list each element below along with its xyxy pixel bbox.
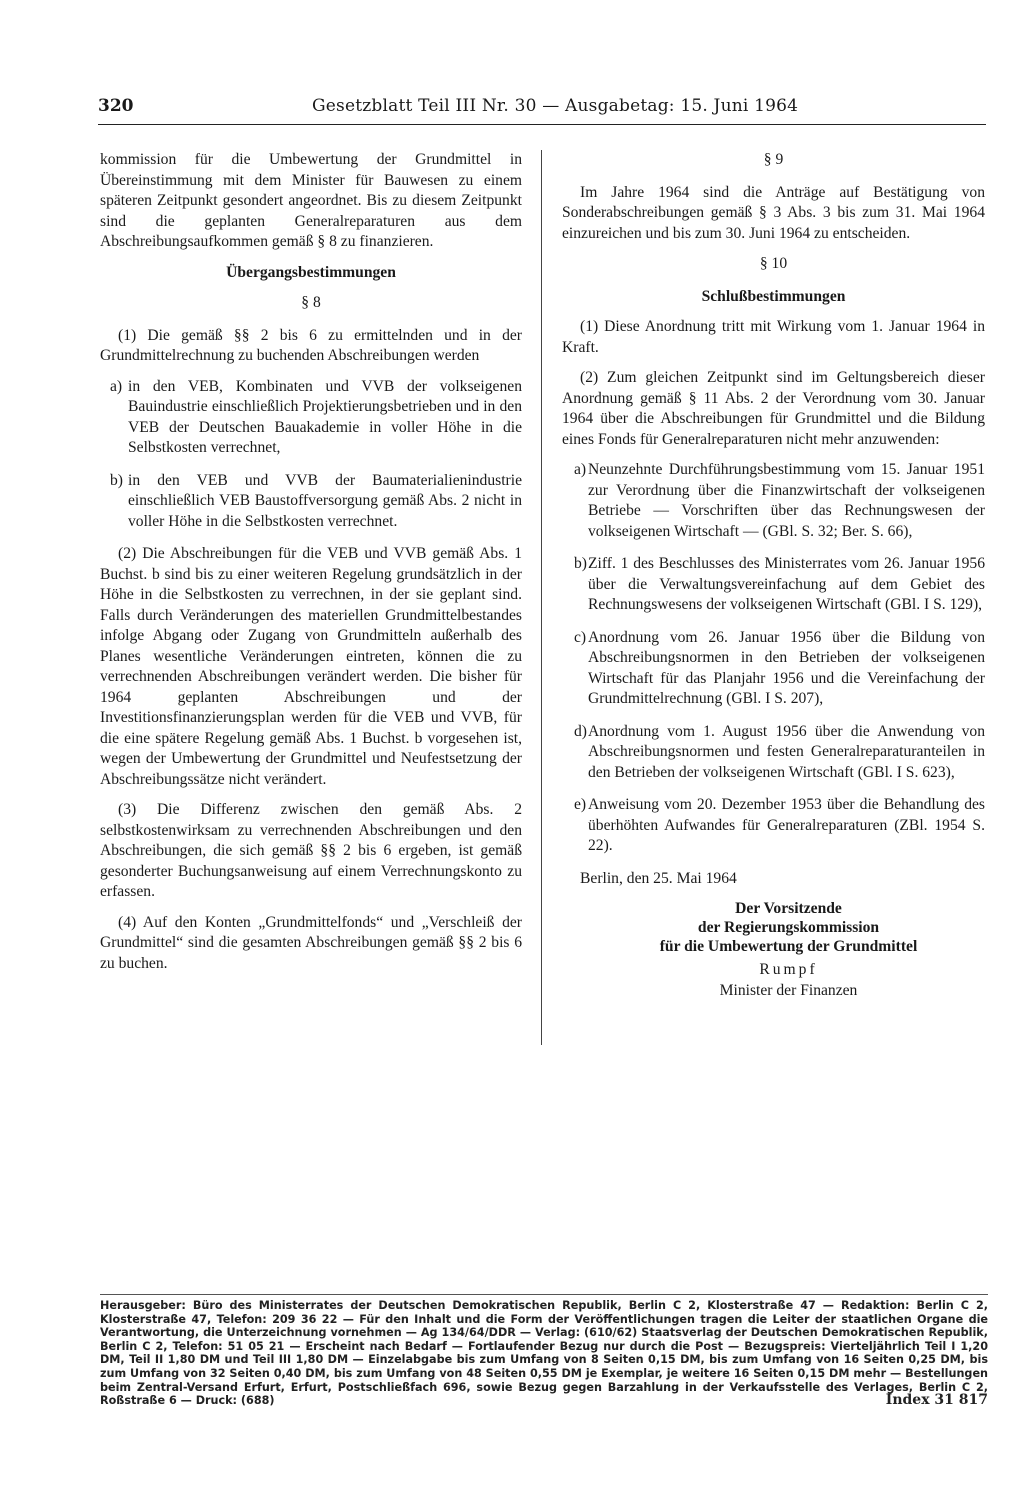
section-8-heading: § 8 xyxy=(301,294,321,311)
list-marker: a) xyxy=(110,377,123,395)
list-item xyxy=(562,628,985,710)
list-marker: b) xyxy=(110,471,123,489)
signatory-title-2: der Regierungskommission xyxy=(697,919,880,936)
list-marker: a) xyxy=(574,461,587,478)
date-place: Berlin, den 25. Mai 1964 xyxy=(580,869,737,887)
signatory-name: Rumpf xyxy=(759,961,818,978)
list-marker: c) xyxy=(574,628,587,646)
list-item-text: Anweisung vom 20. Dezember 1953 über die Behandlung des überhöhten Aufwandes für Generalreparaturen (ZBl. 1954 S. 22). xyxy=(588,796,985,854)
gazette-title: Gesetzblatt Teil III Nr. 30 — Ausgabetag: 15. Juni 1964 xyxy=(312,96,799,116)
signature-block xyxy=(592,899,985,956)
section-9-heading: § 9 xyxy=(763,151,784,168)
column-divider xyxy=(541,150,542,1045)
list-marker: d) xyxy=(574,722,587,740)
paragraph-10-1: (1) Diese Anordnung tritt mit Wirkung vom 1. Januar 1964 in Kraft. xyxy=(562,318,985,356)
right-column xyxy=(562,150,985,1001)
list-marker: e) xyxy=(574,796,587,813)
list-8-1 xyxy=(100,377,522,533)
list-item xyxy=(562,554,985,616)
list-item-text: Neunzehnte Durchführungsbestimmung vom 15. Januar 1951 zur Verordnung über die Finanzwirtschaft der volkseigenen Betriebe — Vorschriften über das Rechnungswesen der volkseigenen Wirtschaft — (GBl. S. 32; Ber. S. 66), xyxy=(588,461,985,540)
page-number: 320 xyxy=(98,96,134,116)
index-number: Index 31 817 xyxy=(885,1392,988,1409)
paragraph-9: Im Jahre 1964 sind die Anträge auf Bestätigung von Sonderabschreibungen gemäß § 3 Abs. 3 bis zum 31. Mai 1964 einzureichen und bis zum 30. Juni 1964 zu entscheiden. xyxy=(562,183,985,242)
list-item xyxy=(100,471,522,533)
paragraph-8-3: (3) Die Differenz zwischen den gemäß Abs. 2 selbstkostenwirksam zu verrechnenden Abschreibungen und den Abschreibungen, die sich gemäß §§ 2 bis 6 ergeben, ist gemäß gesonderter Buchungsanweisung auf einem Verrechnungskonto zu erfassen. xyxy=(100,801,522,900)
list-item-text: Anordnung vom 1. August 1956 über die Anwendung von Abschreibungsnormen und festen Generalreparaturanteilen in den Betrieben der volkseigenen Wirtschaft (GBl. I S. 623), xyxy=(588,722,985,781)
list-item-text: Anordnung vom 26. Januar 1956 über die Bildung von Abschreibungsnormen in den Betrieben der volkseigenen Wirtschaft für das Planjahr 1956 und die Vereinfachung der Grundmittelrechnung (GBl. I S. 207), xyxy=(588,628,985,707)
paragraph-10-2: (2) Zum gleichen Zeitpunkt sind im Geltungsbereich dieser Anordnung gemäß § 11 Abs. 2 der Verordnung vom 30. Januar 1964 über die Abschreibungen für Grundmittel und die Bildung eines Fonds für Generalreparaturen nicht mehr anzuwenden: xyxy=(562,369,985,448)
paragraph-intro: kommission für die Umbewertung der Grundmittel in Übereinstimmung mit dem Minister für Bauwesen zu einem späteren Zeitpunkt gesondert angeordnet. Bis zu diesem Zeitpunkt sind die geplanten Generalreparaturen aus dem Abschreibungsaufkommen gemäß § 8 zu finanzieren. xyxy=(100,151,522,250)
page-header xyxy=(98,96,986,125)
list-item-text: Ziff. 1 des Beschlusses des Ministerrates vom 26. Januar 1956 über die Verwaltungsvereinfachung auf dem Gebiet des Rechnungswesens der volkseigenen Wirtschaft (GBl. I S. 129), xyxy=(588,555,985,613)
signatory-title-3: für die Umbewertung der Grundmittel xyxy=(659,938,918,955)
signatory-role: Minister der Finanzen xyxy=(719,981,858,999)
heading-transition: Übergangsbestimmungen xyxy=(226,263,396,281)
heading-final-provisions: Schlußbestimmungen xyxy=(701,287,846,305)
paragraph-8-2: (2) Die Abschreibungen für die VEB und VVB gemäß Abs. 1 Buchst. b sind bis zu einer weiteren Regelung grundsätzlich in der Höhe in die Selbstkosten zu verrechnen, in der sie geplant sind. Falls durch Veränderungen des materiellen Grundmittelbestandes infolge Abgang oder Zugang von Grundmitteln außerhalb des Planes wesentliche Veränderungen eintreten, können die zu verrechnenden Abschreibungen verändert werden. Die bisher für 1964 geplanten Abschreibungen und der Investitionsfinanzierungsplan werden für die VEB und VVB, für die eine spätere Regelung gemäß Abs. 1 Buchst. b vorgesehen ist, wegen der Umbewertung der Grundmittel und Neufestsetzung der Abschreibungssätze nicht verändert. xyxy=(100,545,522,788)
publisher-footer xyxy=(100,1294,988,1408)
footer-text: Herausgeber: Büro des Ministerrates der Deutschen Demokratischen Republik, Berlin C 2, Klosterstraße 47 — Redaktion: Berlin C 2, Klosterstraße 47, Telefon: 209 36 22 — Für den Inhalt und die Form der Veröffentlichungen tragen die Leiter der staatlichen Organe die Verantwortung, die Unterzeichnung vornehmen — Ag 134/64/DDR — Verlag: (610/62) Staatsverlag der Deutschen Demokratischen Republik, Berlin C 2, Telefon: 51 05 21 — Erscheint nach Bedarf — Fortlaufender Bezug nur durch die Post — Bezugspreis: Vierteljährlich Teil I 1,20 DM, Teil II 1,80 DM und Teil III 1,80 DM — Einzelabgabe bis zum Umfang von 8 Seiten 0,15 DM, bis zum Umfang von 16 Seiten 0,25 DM, bis zum Umfang von 32 Seiten 0,40 DM, bis zum Umfang von 48 Seiten 0,55 DM je Exemplar, je weitere 16 Seiten 0,15 DM mehr — Bestellungen beim Zentral-Versand Erfurt, Erfurt, Postschließfach 696, sowie Bezug gegen Barzahlung in der Verkaufsstelle des Verlages, Berlin C 2, Roßstraße 6 — Druck: (688) xyxy=(100,1299,988,1408)
list-item xyxy=(562,722,985,784)
list-marker: b) xyxy=(574,555,587,572)
signatory-title-1: Der Vorsitzende xyxy=(735,900,842,917)
list-item xyxy=(562,795,985,857)
list-item-text: in den VEB und VVB der Baumaterialienindustrie einschließlich VEB Baustoffversorgung gemäß Abs. 2 nicht in voller Höhe in die Selbstkosten verrechnet. xyxy=(128,471,522,530)
paragraph-8-1: (1) Die gemäß §§ 2 bis 6 zu ermittelnden und in der Grundmittelrechnung zu buchenden Abschreibungen werden xyxy=(100,326,522,364)
list-item xyxy=(562,460,985,542)
section-10-heading: § 10 xyxy=(759,255,788,272)
paragraph-8-4: (4) Auf den Konten „Grundmittelfonds“ und „Verschleiß der Grundmittel“ sind die gesamten Abschreibungen gemäß §§ 2 bis 6 zu buchen. xyxy=(100,913,522,972)
list-10-2 xyxy=(562,460,985,857)
list-item-text: in den VEB, Kombinaten und VVB der volkseigenen Bauindustrie einschließlich Projektierungsbetrieben und in den VEB der Deutschen Bauakademie in voller Höhe in die Selbstkosten verrechnet, xyxy=(128,377,522,456)
left-column xyxy=(100,150,522,984)
list-item xyxy=(100,377,522,459)
